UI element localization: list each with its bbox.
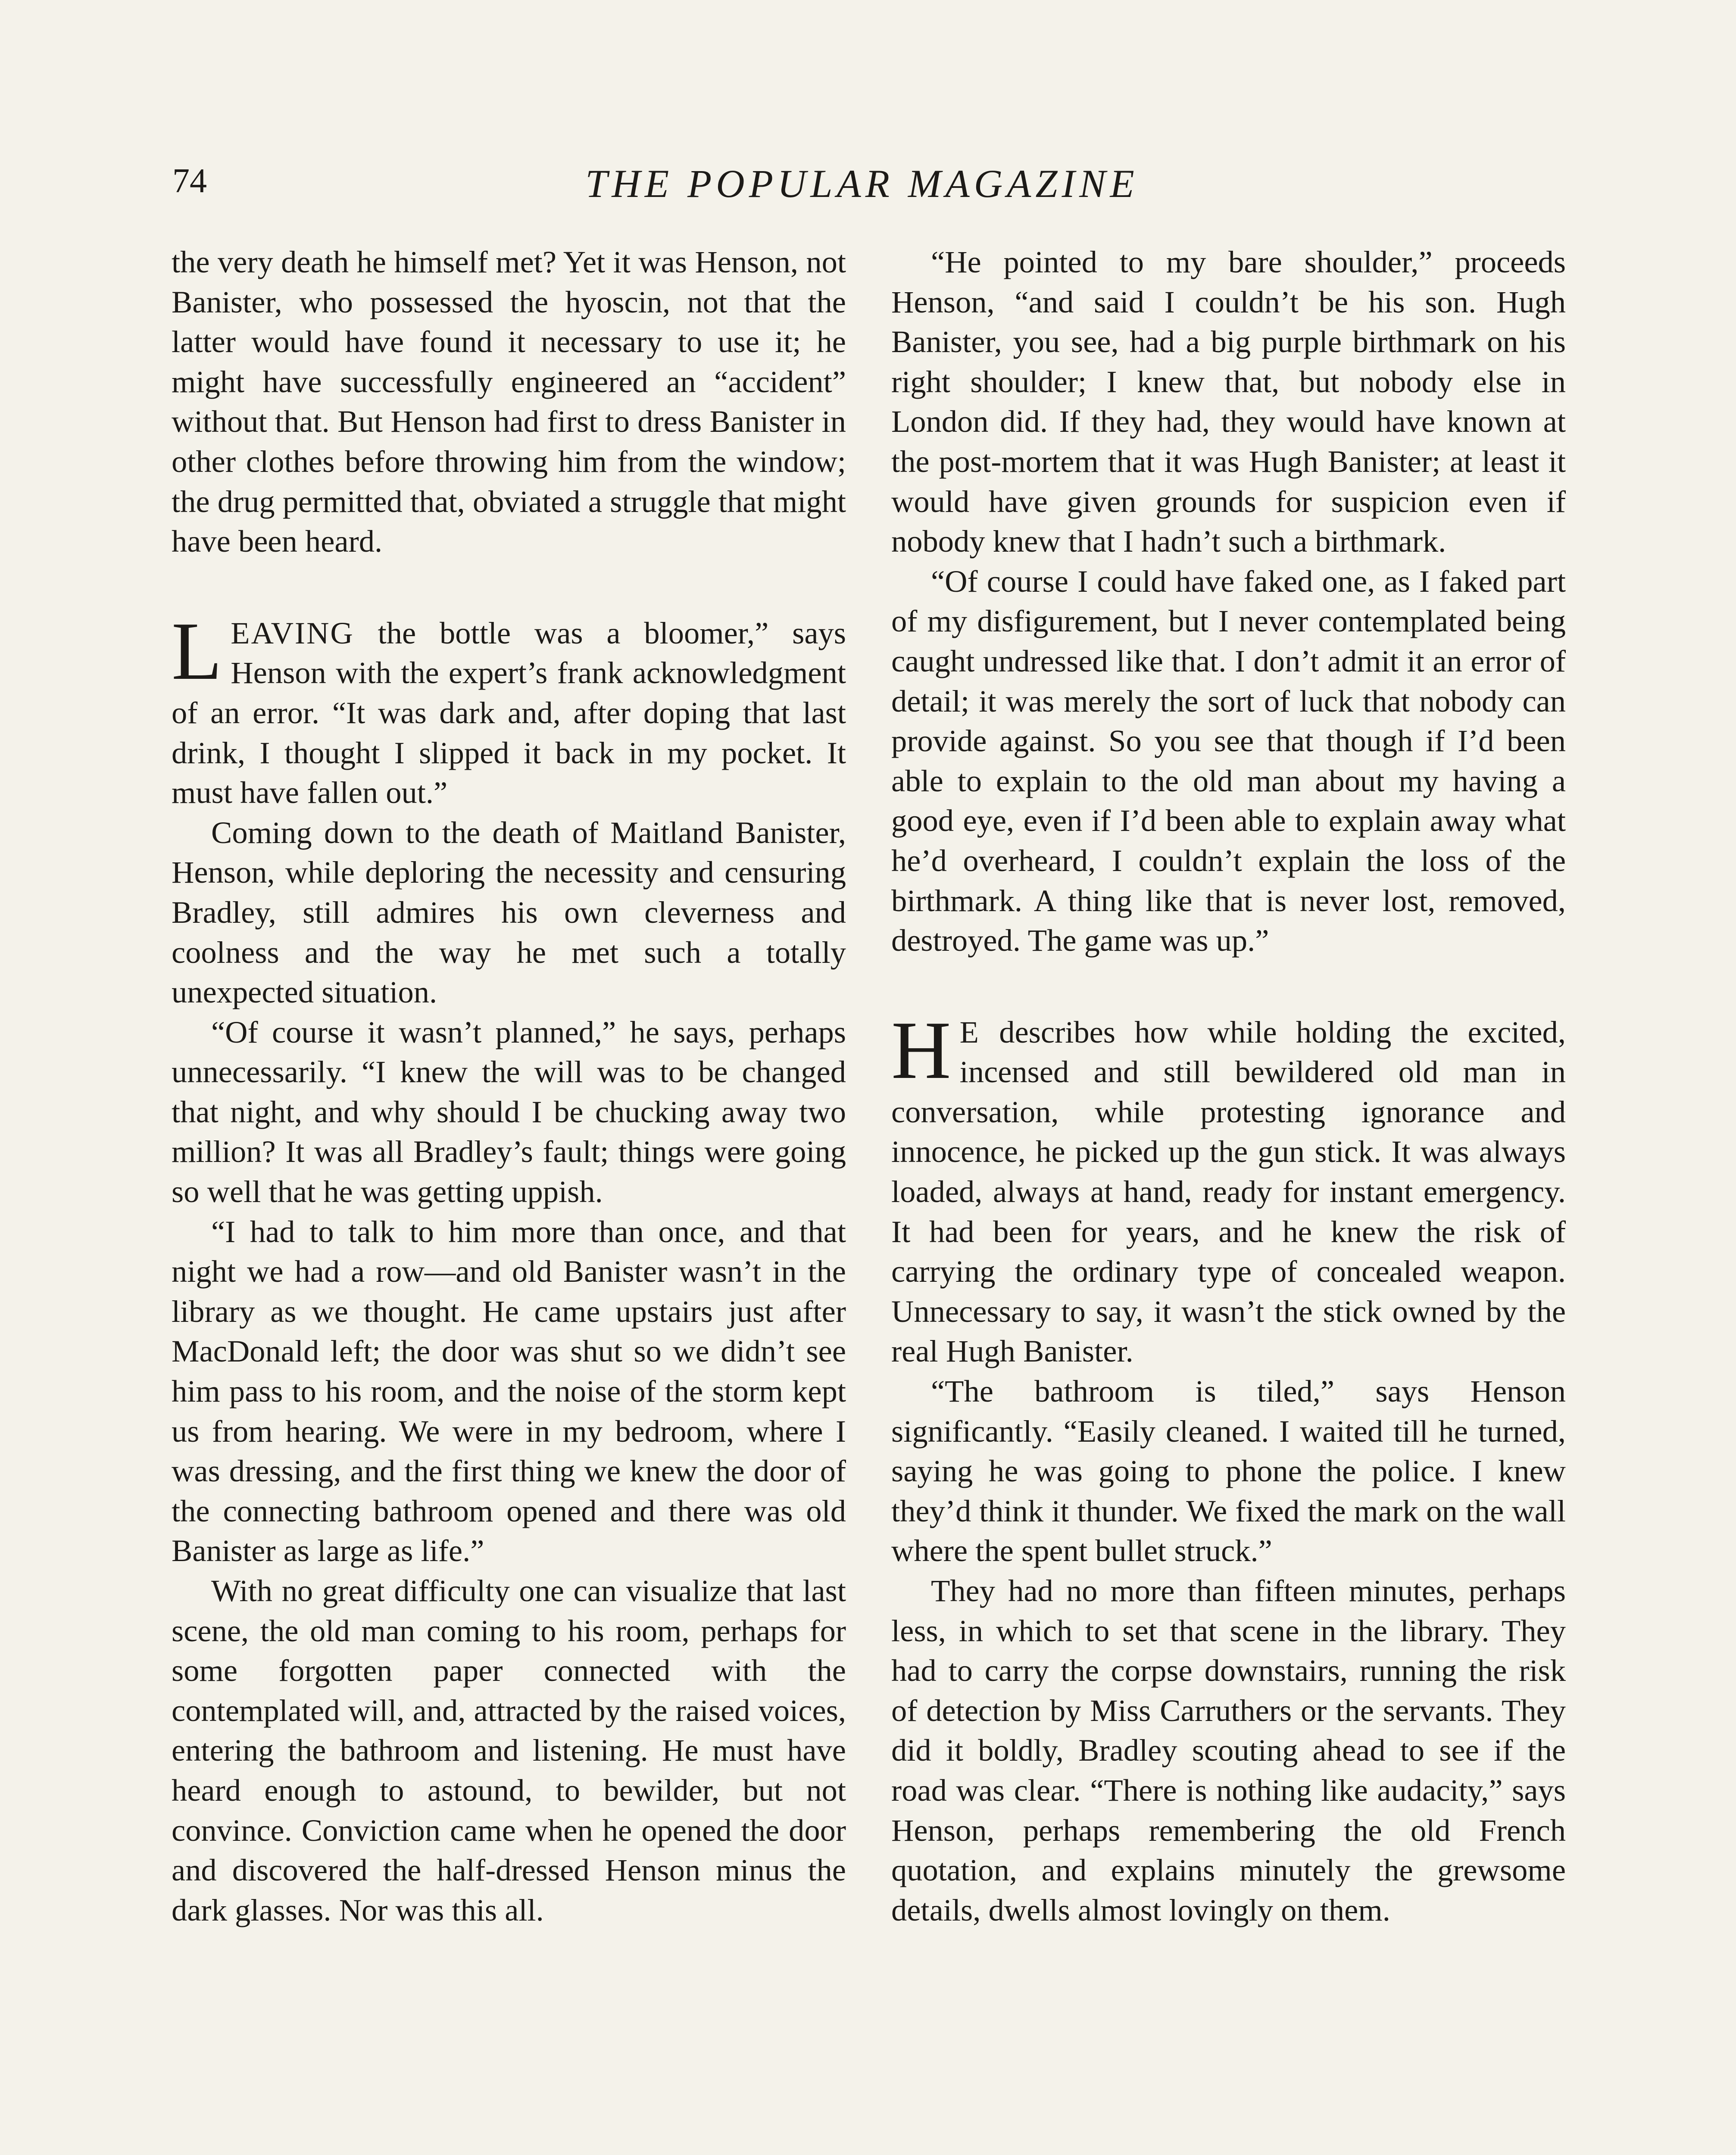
drop-cap: H (891, 1004, 951, 1096)
running-head: THE POPULAR MAGAZINE (585, 162, 1139, 206)
paragraph: the very death he himself met? Yet it was Henson, not Banister, who possessed the hyoscin, not that the latter would have found it necessary to use it; he might have successfully engineered an “accident” without that. But Henson had first to dress Banister in other clothes before throwing him from the window; the drug permitted that, obviated a struggle that might have been heard. (172, 244, 846, 559)
paragraph-text: the bottle was a bloomer,” says Henson with the expert’s frank acknowledgment of an error. “It was dark and, after doping that last drink, I thought I slipped it back in my pocket. It must have fallen out.” (172, 615, 846, 810)
paragraph-text: describes how while holding the excited, incensed and still bewildered old man in conversation, while protesting ignorance and innocence, he picked up the gun stick. It was always loaded, always at hand, ready for instant emergency. It had been for years, and he knew the risk of carrying the ordinary type of concealed weapon. Unnecessary to say, it wasn’t the stick owned by the real Hugh Banister. (891, 1014, 1566, 1369)
small-caps-lead: EAVING (231, 615, 354, 650)
page-number: 74 (172, 162, 207, 200)
right-column (891, 242, 1566, 1930)
paragraph: “Of course I could have faked one, as I faked part of my disfigurement, but I never contemplated being caught undressed like that. I don’t admit it an error of detail; it was merely the sort of luck that nobody can provide against. So you see that though if I’d been able to explain to the old man about my having a good eye, even if I’d been able to explain away what he’d overheard, I couldn’t explain the loss of the birthmark. A thing like that is never lost, removed, destroyed. The game was up.” (891, 563, 1566, 958)
drop-cap: L (172, 605, 222, 697)
paragraph: They had no more than fifteen minutes, perhaps less, in which to set that scene in the library. They had to carry the corpse downstairs, running the risk of detection by Miss Carruthers or the servants. They did it boldly, Bradley scouting ahead to see if the road was clear. “There is nothing like audacity,” says Henson, perhaps remembering the old French quotation, and explains minutely the grewsome details, dwells almost lovingly on them. (891, 1573, 1566, 1927)
paragraph: “The bathroom is tiled,” says Henson significantly. “Easily cleaned. I waited till he turned, saying he was going to phone the police. I knew they’d think it thunder. We fixed the mark on the wall where the spent bullet struck.” (891, 1374, 1566, 1568)
paragraph: With no great difficulty one can visualize that last scene, the old man coming to his room, perhaps for some forgotten paper connected with the contemplated will, and, attracted by the raised voices, entering the bathroom and listening. He must have heard enough to astound, to bewilder, but not convince. Conviction came when he opened the door and discovered the half-dressed Henson minus the dark glasses. Nor was this all. (172, 1573, 846, 1927)
paragraph-with-drop-cap (891, 1004, 1566, 1371)
paragraph: “I had to talk to him more than once, and that night we had a row—and old Banister wasn’t in the library as we thought. He came upstairs just after MacDonald left; the door was shut so we didn’t see him pass to his room, and the noise of the storm kept us from hearing. We were in my bedroom, where I was dressing, and the first thing we knew the door of the connecting bathroom opened and there was old Banister as large as life.” (172, 1214, 846, 1568)
small-caps-lead: E (959, 1014, 980, 1049)
paragraph-with-drop-cap (172, 605, 846, 813)
paragraph: “He pointed to my bare shoulder,” proceeds Henson, “and said I couldn’t be his son. Hugh Banister, you see, had a big purple birthmark on his right shoulder; I knew that, but nobody else in London did. If they had, they would have known at the post-mortem that it was Hugh Banister; at least it would have given grounds for suspicion even if nobody knew that I hadn’t such a birthmark. (891, 244, 1566, 559)
paragraph: Coming down to the death of Maitland Banister, Henson, while deploring the necessity and censuring Bradley, still admires his own cleverness and coolness and the way he met such a totally unexpected situation. (172, 815, 846, 1010)
left-column (172, 242, 846, 1930)
paragraph: “Of course it wasn’t planned,” he says, perhaps unnecessarily. “I knew the will was to be changed that night, and why should I be chucking away two million? It was all Bradley’s fault; things were going so well that he was getting uppish. (172, 1014, 846, 1209)
